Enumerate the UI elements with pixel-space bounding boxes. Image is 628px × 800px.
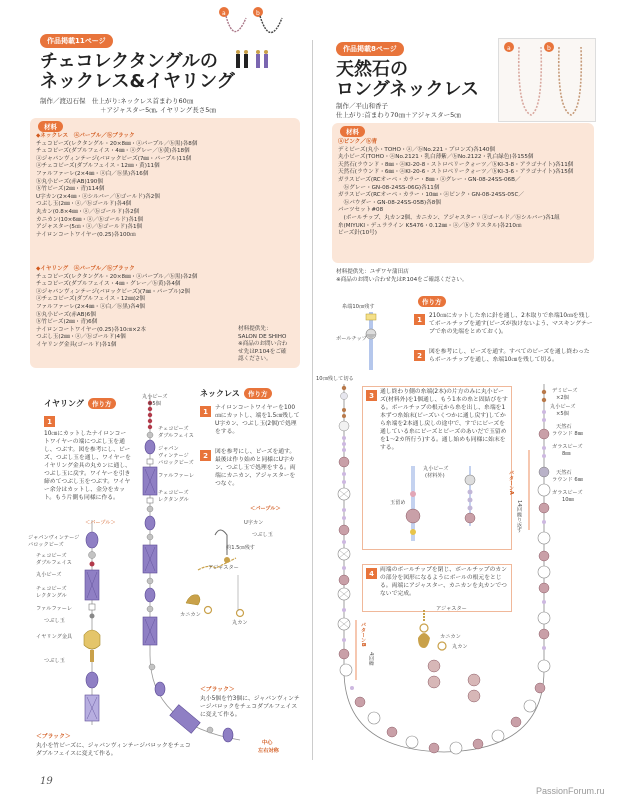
earring-label: バロックビーズ: [28, 542, 64, 548]
svg-text:a: a: [507, 45, 511, 52]
right-title-line2: ロングネックレス: [336, 79, 479, 100]
list-item: つぶし玉(2㎜・ⓐ／ⓑゴールド)4個: [36, 334, 126, 341]
left-title-line1: チェコレクタングルの: [40, 51, 218, 72]
earring-label: レクタングル: [36, 593, 67, 599]
supplier-line: 認ください。: [238, 356, 272, 363]
right-label: 丸カン: [452, 644, 468, 650]
list-item: 丸カン(0.8×4㎜・ⓐ／ⓑゴールド)各2個: [36, 208, 140, 215]
right-label: ×5個: [556, 411, 569, 417]
watermark: PassionForum.ru: [536, 786, 605, 796]
list-item: ガラスビーズ(RCオーベ・カラー・10㎜・ⓐピンク・GN-08-24SS-05C／: [338, 192, 525, 199]
earring-howto-tag: 作り方: [88, 398, 116, 409]
list-item: 天然石(ラウンド・6㎜・ⓐKI-20-6・ストロベリークォーツ／ⓑKI-3-6・アラゴナイト)各15個: [338, 169, 574, 176]
right-label: ×2個: [556, 395, 569, 401]
right-label: ボールチップ: [336, 336, 367, 342]
right-title-line1: 天然石の: [336, 59, 408, 80]
list-item: ファルファーレ(2×4㎜・ⓐ白／ⓑ黒)各4個: [36, 303, 145, 310]
right-label: 天然石: [556, 470, 572, 476]
earring-label: ダブルフェイス: [36, 560, 72, 566]
center-sub-label: 左右対称: [258, 748, 279, 754]
necklace-materials-heading: ◆ネックレス ⓐパープル／ⓑブラック: [36, 133, 135, 139]
left-supplier-note: [238, 326, 287, 364]
right-step-3-text: 通し終わり側の糸端(2本)の片方のみに丸小ビーズ(材料外)を1個通し、もう1本の糸と固結びをする。ボールチップの根元から糸を出し、糸端を1本ずつ糸始末(ビーズいくつかに通し戻す)してから糸端を2本通し戻しの途中で、すでにビーズを通している糸にビーズとビーズのあいだで玉留めを1〜2カ所行う)する。通し始めも同様に始末をする。: [380, 389, 508, 451]
list-item: ⓑ竹ビーズ(2㎜・青)6個: [36, 319, 98, 326]
necklace-label: ジャパン: [158, 446, 179, 452]
right-label: ガラスビーズ: [552, 444, 583, 450]
list-item: ⓑ丸小ビーズ(赤AB)6個: [36, 311, 96, 318]
necklace-purple-label: ＜パープル＞: [250, 506, 281, 512]
earring-step-1-number: 1: [44, 416, 55, 427]
necklace-label: チェコビーズ: [158, 426, 189, 432]
page-number: 19: [40, 776, 53, 787]
necklace-label: 約1.5㎝残す: [226, 545, 255, 551]
list-item: ファルファーレ(2×4㎜・ⓐ白／ⓑ黒)各16個: [36, 170, 149, 177]
earring-label: チェコビーズ: [36, 586, 67, 592]
earring-label: 丸小ビーズ: [36, 572, 62, 578]
necklace-label: つぶし玉: [252, 532, 273, 538]
left-maker: 制作／渡辺石保 仕上がり:ネックレス首まわり60㎝: [40, 97, 194, 105]
necklace-step-2-number: 2: [200, 450, 211, 461]
necklace-earring-photo: [212, 6, 288, 76]
necklace-label: レクタングル: [158, 497, 189, 503]
left-page-tag: 作品掲載11ページ: [40, 34, 113, 48]
list-item: ⓑパウダー・GN-08-24SS-05B)各8個: [338, 199, 441, 206]
supplier-line: せ先はP.104をご確: [238, 348, 287, 355]
list-item: つぶし玉(2㎜・ⓐ／ⓑゴールド)各4個: [36, 201, 132, 208]
right-page-tag: 作品掲載8ページ: [336, 42, 404, 56]
list-item: ビーズ針(10号): [338, 230, 377, 237]
pattern-b-count: 4回繰: [368, 652, 374, 666]
right-step-2-text: 図を参考にし、ビーズを通す。すべてのビーズを通し終わったらボールチップを通し、糸端10㎝を残して切る。: [429, 349, 590, 363]
right-label: アジャスター: [436, 606, 467, 612]
long-necklace-diagram: [314, 370, 610, 770]
right-materials: [338, 139, 573, 238]
list-item: ⓑ竹ビーズ(2㎜・青)114個: [36, 186, 105, 193]
earring-label: ファルファーレ: [36, 606, 73, 612]
supplier-line: ※商品のお問い合わ: [238, 341, 288, 348]
necklace-label: ×5個: [148, 401, 161, 407]
right-label: 8㎜: [562, 451, 571, 457]
right-maker: 制作／平山和香子: [336, 102, 388, 110]
necklace-label: カニカン: [180, 612, 201, 618]
list-item: 天然石(ラウンド・8㎜・ⓐKI-20-8・ストロベリークォーツ／ⓑKI-3-8・アラゴナイト)各11個: [338, 161, 574, 168]
necklace-label: 丸小ビーズ: [142, 394, 168, 400]
earring-label: ジャパンヴィンテージ: [28, 535, 80, 541]
list-item: ⓐチェコビーズ(ダブルフェイス・12㎜)2個: [36, 296, 145, 303]
earring-section-title: イヤリング: [44, 399, 84, 408]
necklace-black-text: 丸小5個を竹3個に、ジャパンヴィンテージバロックをチェコダブルフェイスに変えて作る。: [200, 696, 300, 718]
necklace-label: ダブルフェイス: [158, 433, 194, 439]
list-item: チェコビーズ(レクタングル・20×8㎜・ⓐパープル／ⓑ黒)各2個: [36, 273, 198, 280]
right-step-2-number: 2: [414, 350, 425, 361]
list-item: デミビーズ(丸小・TOHO・ⓐ／ⓑNo.221・ブロンズ)各140個: [338, 146, 496, 153]
right-supplier-2: ※商品のお問い合わせ先はP.104をご確認ください。: [336, 277, 468, 283]
right-label: 玉留め: [390, 500, 406, 506]
necklace-step-1-text: ナイロンコートワイヤーを100㎝にカットし、端を1.5㎝残してU字カン、つぶし玉(2個)で処理をする。: [215, 405, 300, 435]
earring-label: チェコビーズ: [36, 553, 67, 559]
earring-purple-label: ＜パープル＞: [85, 520, 116, 526]
right-materials-heading: ⓐピンク／ⓑ青: [338, 139, 378, 145]
list-item: ナイロンコートワイヤー(0.25)各100㎝: [36, 231, 136, 238]
necklace-label: ヴィンテージ: [158, 453, 189, 459]
list-item: 丸小ビーズ(TOHO・ⓐNo.2121・乳白薄紫／ⓑNo.2122・乳白緑色)各155個: [338, 154, 534, 161]
right-label: 糸端10㎝残す: [342, 304, 375, 310]
pattern-a-label: パターンA: [508, 470, 514, 495]
svg-text:b: b: [547, 45, 551, 52]
list-item: ⓐチェコビーズ(ダブルフェイス・12㎜・黄)11個: [36, 163, 160, 170]
list-item: チェコビーズ(ダブルフェイス・4㎜・ⓐグレー／ⓑ黄)各18個: [36, 148, 190, 155]
right-step-3-number: 3: [366, 390, 377, 401]
left-materials-tag: 材料: [38, 121, 63, 132]
earring-label: つぶし玉: [44, 618, 65, 624]
left-title-line2: ネックレス&イヤリング: [40, 71, 235, 92]
earring-step-1-text: 10㎝にカットしたナイロンコートワイヤーの端につぶし玉を通し、つぶす。図を参考にし、ビーズ、つぶし玉を通し、ワイヤーをイヤリング金具の丸カンに通し、つぶし玉に戻す。ワイヤーを引き締めてつぶし玉をつぶす。ワイヤー余分はカットし、金分をカット。もう片側も同様に作る。: [44, 431, 131, 501]
right-label: ラウンド 8㎜: [552, 431, 583, 437]
earring-label: つぶし玉: [44, 658, 65, 664]
list-item: アジャスター(5㎝・ⓐ／ⓑゴールド)各1個: [36, 224, 143, 231]
right-step-4-number: 4: [366, 568, 377, 579]
left-size: ＋アジャスター5㎝, イヤリング長さ5㎝: [100, 106, 216, 114]
list-item: カニカン(10×6㎜・ⓐ／ⓑゴールド)各1個: [36, 216, 144, 223]
necklace-black-heading: ＜ブラック＞: [200, 687, 235, 693]
earring-black-text: 丸小を竹ビーズに、ジャパンヴィンテージバロックをチェコダブルフェイスに変えて作る。: [36, 743, 191, 757]
right-supplier-1: 材料提供先：ユザワヤ蒲田店: [336, 269, 409, 275]
right-product-photo: [498, 38, 596, 122]
list-item: U字カン(2×4㎜・ⓐシルバー／ⓑゴールド)各2個: [36, 193, 160, 200]
earring-materials-heading: ◆イヤリング ⓐパープル／ⓑブラック: [36, 266, 135, 272]
list-item: イヤリング金具(ゴールド)各1個: [36, 341, 117, 348]
necklace-step-2-text: 図を参考にし、ビーズを通す。最後は作り始めと同様にU字カン、つぶし玉で処理をする。両端にカニカン、アジャスターをつなぐ。: [215, 449, 296, 487]
right-label: (材料外): [425, 473, 445, 479]
right-label: 丸小ビーズ: [423, 466, 449, 472]
right-size: 仕上がり:首まわり70㎝＋アジャスター5㎝: [336, 111, 461, 119]
list-item: ⓐジャパンヴィンテージ(バロックビーズ)(7㎜・パープル)2個: [36, 288, 191, 295]
list-item: チェコビーズ(ダブルフェイス・4㎜・グレー／ⓑ黄)各4個: [36, 281, 181, 288]
right-step-1-number: 1: [414, 314, 425, 325]
right-label: 丸小ビーズ: [550, 404, 576, 410]
center-label: 中心: [262, 740, 273, 746]
list-item: ⓐジャパンヴィンテージ(バロックビーズ(7㎜・パープル)11個: [36, 155, 192, 162]
list-item: ガラスビーズ(RCオーベ・カラー・8㎜・ⓐグレー・GN-08-24SS-06B／: [338, 176, 521, 183]
right-label: 10㎜: [562, 497, 574, 503]
left-product-photo: [212, 6, 288, 76]
necklace-label: ファルファーレ: [158, 473, 195, 479]
list-item: ⓑグレー・GN-08-24SS-06G)各11個: [338, 184, 440, 191]
supplier-line: SALON DE SHIHO: [238, 333, 287, 340]
right-materials-tag: 材料: [340, 126, 365, 137]
pattern-b-label: パターンB: [360, 622, 366, 647]
right-label: ガラスビーズ: [552, 490, 583, 496]
svg-text:b: b: [256, 10, 260, 17]
necklace-label: チェコビーズ: [158, 490, 189, 496]
right-label: 天然石: [556, 424, 572, 430]
right-step-1-text: 210㎝にカットした糸に針を通し、2本取りで糸端10㎝を残してボールチップを通す(ビーズが抜けないよう、マスキングテープで糸の先端をとめておく)。: [429, 313, 593, 335]
right-label: デミビーズ: [552, 388, 578, 394]
list-item: 糸(MIYUKI・デュラライン K5476・0.12㎜・ⓐ／ⓑクリスタル)各210㎝: [338, 222, 522, 229]
list-item: ⓑ丸小ビーズ(赤AB)190個: [36, 178, 103, 185]
list-item: (ボールチップ、丸カン2個、カニカン、アジャスター・ⓐゴールド／ⓑシルバー)各1組: [338, 214, 560, 221]
right-step-4-text: 両端のボールチップを閉じ、ボールチップのカンの部分を図形になるようにボールの根元をとじる。両端にアジャスター、カニカンを丸カンでつないで完成。: [380, 567, 507, 597]
earring-black-heading: ＜ブラック＞: [36, 734, 71, 740]
pattern-a-count: 14回繰り返す: [516, 500, 522, 533]
list-item: パーツセット#08: [338, 207, 384, 214]
necklace-label: 丸カン: [232, 620, 248, 626]
long-necklace-photo: [499, 39, 595, 121]
left-necklace-materials: [36, 133, 197, 239]
right-label: 10㎝残して切る: [316, 376, 354, 382]
necklace-howto-tag: 作り方: [244, 388, 272, 399]
right-label: ラウンド 6㎜: [552, 477, 583, 483]
supplier-line: 材料提供先：: [238, 326, 272, 332]
necklace-label: U字カン: [244, 520, 264, 526]
left-earring-materials: [36, 266, 197, 350]
necklace-label: バロックビーズ: [158, 460, 194, 466]
column-divider: [312, 40, 313, 760]
svg-text:a: a: [222, 10, 226, 17]
list-item: ナイロンコートワイヤー(0.25)各10㎝×2本: [36, 326, 146, 333]
necklace-label: アジャスター: [208, 565, 239, 571]
necklace-step-1-number: 1: [200, 406, 211, 417]
right-label: カニカン: [440, 634, 461, 640]
earring-label: イヤリング金具: [36, 634, 73, 640]
right-howto-tag: 作り方: [418, 296, 446, 307]
list-item: チェコビーズ(レクタングル・20×8㎜・ⓐパープル／ⓑ黒)各8個: [36, 140, 198, 147]
necklace-section-title: ネックレス: [200, 389, 240, 398]
